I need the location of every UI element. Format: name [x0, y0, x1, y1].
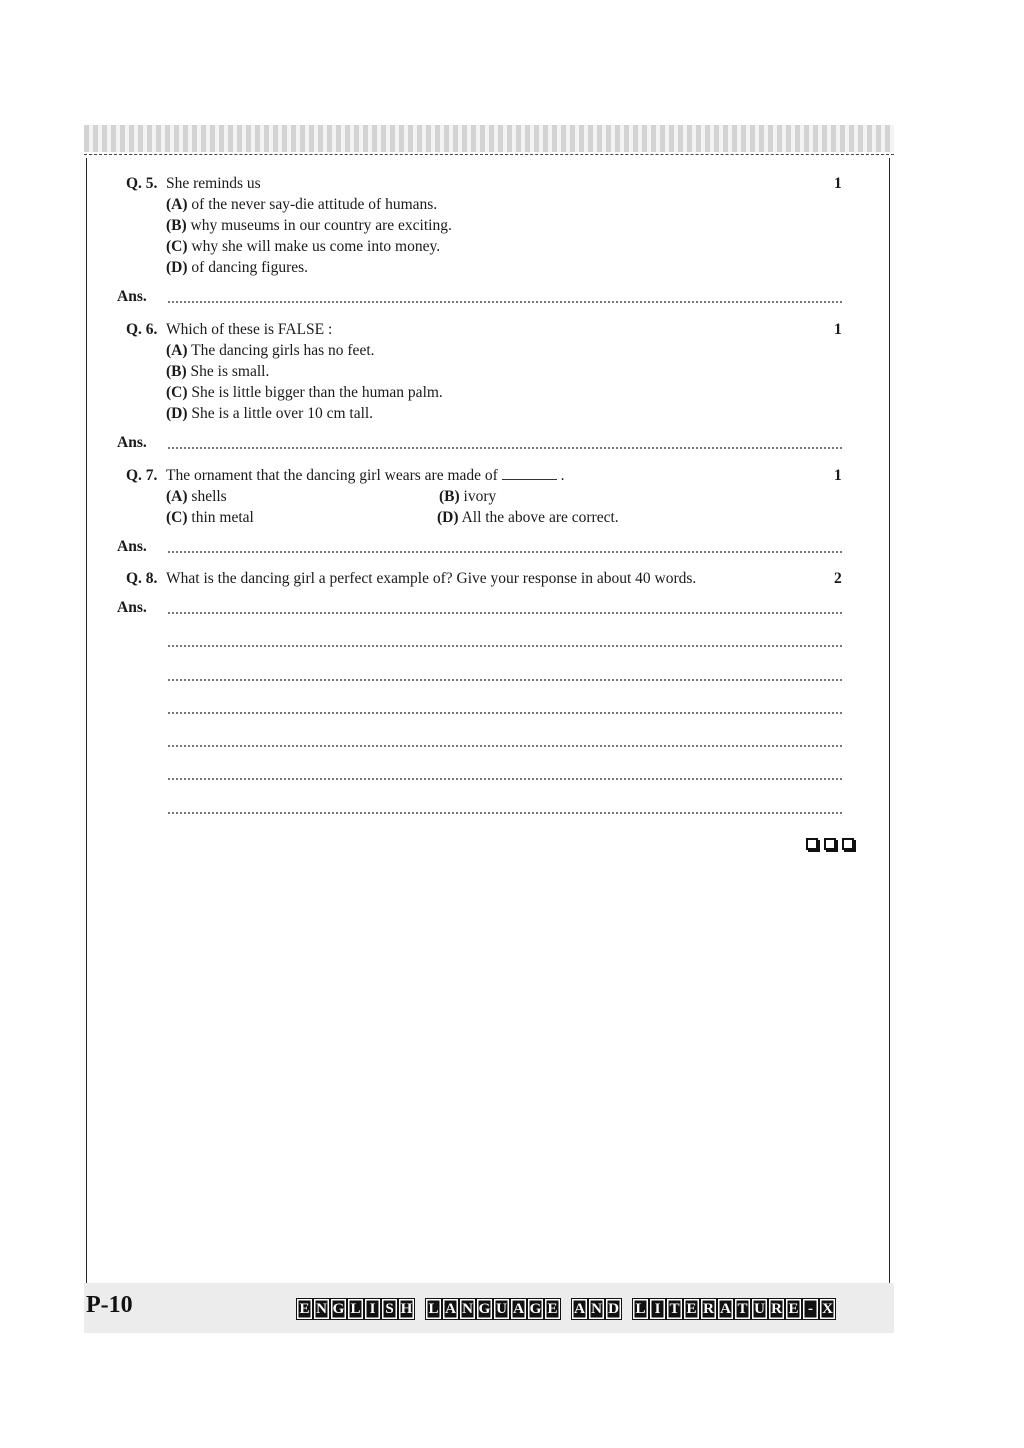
series-title-letter: U [751, 1298, 768, 1320]
answer-line[interactable] [168, 778, 842, 780]
end-of-section-marks [806, 838, 854, 850]
option-b: (B) ivory [439, 488, 497, 505]
page-number: P-10 [86, 1292, 133, 1318]
series-title-letter: N [313, 1298, 330, 1320]
series-title-letter: A [442, 1298, 459, 1320]
series-title-letter: A [510, 1298, 527, 1320]
series-title-letter: E [296, 1298, 313, 1320]
series-title-letter: T [666, 1298, 683, 1320]
option-b: (B) She is small. [166, 363, 270, 380]
box-icon [824, 838, 836, 850]
box-icon [842, 838, 854, 850]
left-margin-line [86, 158, 87, 1283]
answer-line[interactable] [168, 812, 842, 814]
series-title-letter: R [700, 1298, 717, 1320]
option-b: (B) why museums in our country are exciting. [166, 217, 452, 234]
header-stripe-band [84, 125, 894, 152]
series-title-letter: G [527, 1298, 544, 1320]
series-title-letter: E [544, 1298, 561, 1320]
series-title-letter: G [476, 1298, 493, 1320]
question-number: Q. 5. [126, 175, 158, 192]
option-c: (C) thin metal [166, 509, 254, 526]
option-a: (A) shells [166, 488, 227, 505]
series-title-letter: G [330, 1298, 347, 1320]
answer-label: Ans. [117, 599, 147, 616]
answer-line[interactable] [168, 645, 842, 647]
answer-label: Ans. [117, 434, 147, 451]
option-c: (C) why she will make us come into money. [166, 238, 441, 255]
series-title-letter: D [605, 1298, 622, 1320]
question-marks: 2 [834, 570, 842, 587]
question-text: What is the dancing girl a perfect example of? Give your response in about 40 words. [166, 570, 697, 587]
series-title-letter: T [734, 1298, 751, 1320]
question-text: The ornament that the dancing girl wears are made of . [166, 467, 565, 484]
question-marks: 1 [834, 175, 842, 192]
series-title-letter: N [459, 1298, 476, 1320]
series-title-letter: A [717, 1298, 734, 1320]
answer-line[interactable] [168, 712, 842, 714]
question-text: She reminds us [166, 175, 261, 192]
series-title-word [296, 1298, 415, 1320]
series-title-letter: I [649, 1298, 666, 1320]
series-title-word [632, 1298, 836, 1320]
option-d: (D) She is a little over 10 cm tall. [166, 405, 374, 422]
series-title-letter: L [425, 1298, 442, 1320]
option-a: (A) of the never say-die attitude of humans. [166, 196, 438, 213]
answer-line[interactable] [168, 551, 842, 553]
series-title-letter: A [571, 1298, 588, 1320]
series-title-letter: L [632, 1298, 649, 1320]
series-title-letter: H [398, 1298, 415, 1320]
question-number: Q. 6. [126, 321, 158, 338]
answer-label: Ans. [117, 288, 147, 305]
series-title-letter: E [683, 1298, 700, 1320]
answer-label: Ans. [117, 538, 147, 555]
series-title-letter: X [819, 1298, 836, 1320]
series-title-letter: - [802, 1298, 819, 1320]
fill-blank [502, 465, 557, 480]
header-dashed-rule [84, 154, 894, 155]
series-title-letter: N [588, 1298, 605, 1320]
option-d: (D) of dancing figures. [166, 259, 309, 276]
series-title-letter: L [347, 1298, 364, 1320]
series-title-letter: S [381, 1298, 398, 1320]
series-title [296, 1298, 846, 1320]
option-c: (C) She is little bigger than the human palm. [166, 384, 443, 401]
answer-line[interactable] [168, 447, 842, 449]
series-title-letter: E [785, 1298, 802, 1320]
answer-line[interactable] [168, 745, 842, 747]
series-title-letter: I [364, 1298, 381, 1320]
option-a: (A) The dancing girls has no feet. [166, 342, 375, 359]
series-title-word [425, 1298, 561, 1320]
series-title-letter: R [768, 1298, 785, 1320]
series-title-letter: U [493, 1298, 510, 1320]
answer-line[interactable] [168, 301, 842, 303]
series-title-word [571, 1298, 622, 1320]
question-text: Which of these is FALSE : [166, 321, 333, 338]
question-marks: 1 [834, 467, 842, 484]
question-marks: 1 [834, 321, 842, 338]
right-margin-line [889, 158, 890, 1283]
question-number: Q. 8. [126, 570, 158, 587]
option-d: (D) All the above are correct. [437, 509, 619, 526]
answer-line[interactable] [168, 679, 842, 681]
box-icon [806, 838, 818, 850]
question-number: Q. 7. [126, 467, 158, 484]
answer-line[interactable] [168, 612, 842, 614]
